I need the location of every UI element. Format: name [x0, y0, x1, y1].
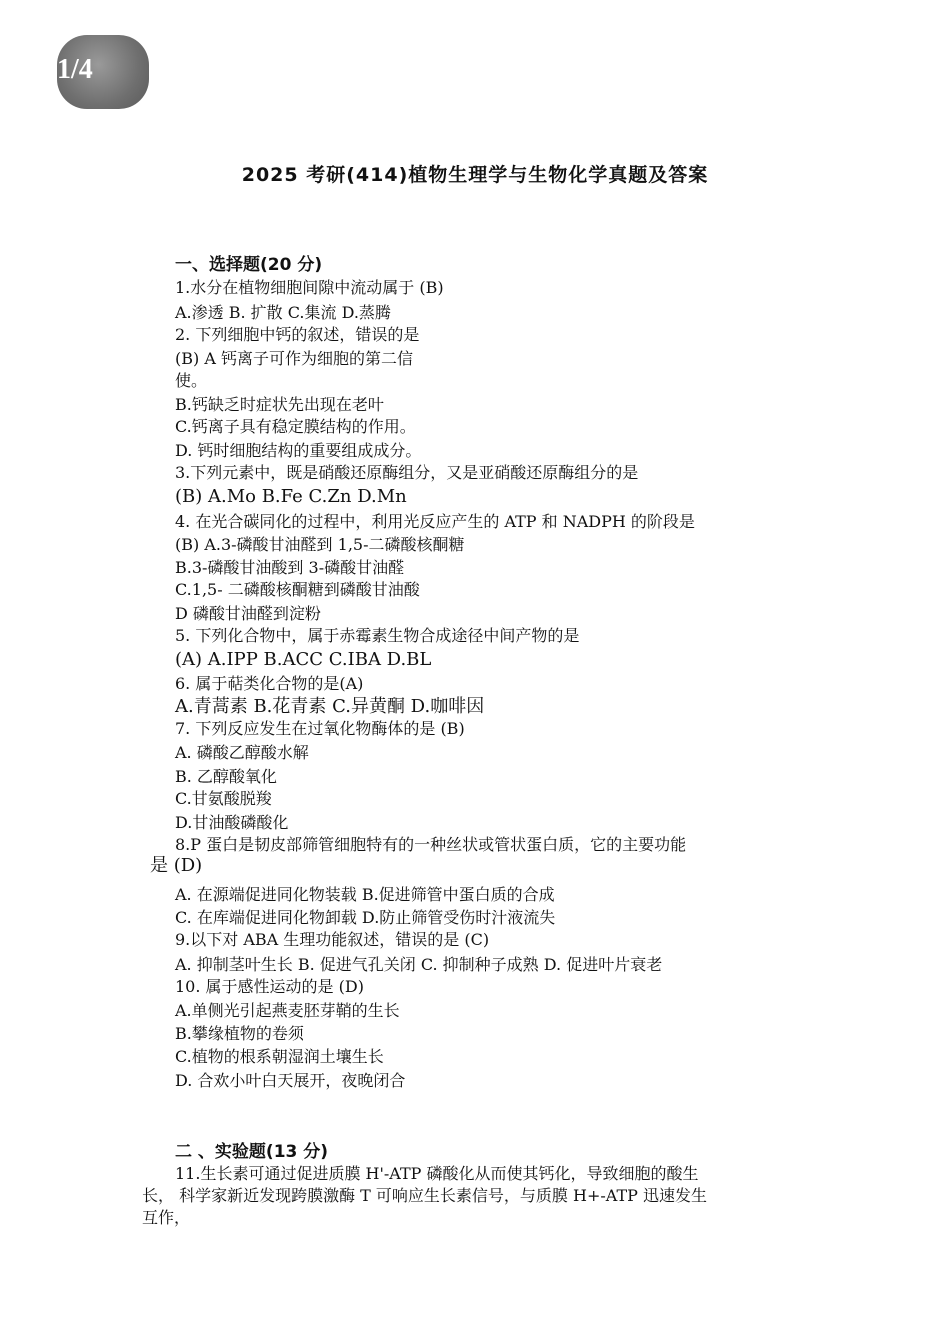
q7-option-c: C.甘氨酸脱羧 [175, 789, 272, 808]
q8-stem: 8.P 蛋白是韧皮部筛管细胞特有的一种丝状或管状蛋白质，它的主要功能 [175, 835, 687, 854]
q4-option-b: B.3-磷酸甘油酸到 3-磷酸甘油醛 [175, 558, 405, 577]
q10-stem: 10. 属于感性运动的是 (D) [175, 977, 364, 996]
q6-options: A.青蒿素 B.花青素 C.异黄酮 D.咖啡因 [175, 696, 485, 717]
q5-options: (A) A.IPP B.ACC C.IBA D.BL [175, 649, 432, 670]
q4-stem: 4. 在光合碳同化的过程中，利用光反应产生的 ATP 和 NADPH 的阶段是 [175, 512, 695, 531]
q3-options: (B) A.Mo B.Fe C.Zn D.Mn [175, 486, 407, 507]
section-heading-choice: 一、选择题(20 分) [175, 255, 323, 275]
q2-option-c: C.钙离子具有稳定膜结构的作用。 [175, 417, 416, 436]
q11-line-2: 长， 科学家新近发现跨膜激酶 T 可响应生长素信号，与质膜 H+-ATP 迅速发生 [142, 1186, 707, 1205]
q9-stem: 9.以下对 ABA 生理功能叙述，错误的是 (C) [175, 930, 490, 949]
q10-option-b: B.攀缘植物的卷须 [175, 1024, 304, 1043]
q10-option-a: A.单侧光引起燕麦胚芽鞘的生长 [175, 1001, 400, 1020]
q8-options-ab: A. 在源端促进同化物装载 B.促进筛管中蛋白质的合成 [175, 885, 555, 904]
q2-option-b: B.钙缺乏时症状先出现在老叶 [175, 395, 384, 414]
q9-options: A. 抑制茎叶生长 B. 促进气孔关闭 C. 抑制种子成熟 D. 促进叶片衰老 [175, 955, 663, 974]
q10-option-c: C.植物的根系朝湿润土壤生长 [175, 1047, 384, 1066]
q11-line-3: 互作， [142, 1208, 191, 1227]
q7-option-a: A. 磷酸乙醇酸水解 [175, 743, 309, 762]
q1-stem: 1.水分在植物细胞间隙中流动属于 (B) [175, 278, 444, 297]
q5-stem: 5. 下列化合物中，属于赤霉素生物合成途径中间产物的是 [175, 626, 580, 645]
q8-stem-cont: 是 (D) [150, 855, 203, 876]
q8-options-cd: C. 在库端促进同化物卸载 D.防止筛管受伤时汁液流失 [175, 908, 556, 927]
q2-stem: 2. 下列细胞中钙的叙述，错误的是 [175, 325, 420, 344]
q4-option-d: D 磷酸甘油醛到淀粉 [175, 604, 321, 623]
q4-option-c: C.1,5- 二磷酸核酮糖到磷酸甘油酸 [175, 580, 420, 599]
q6-stem: 6. 属于萜类化合物的是(A) [175, 674, 364, 693]
section-heading-experiment: 二 、实验题(13 分) [175, 1142, 329, 1162]
page-title: 2025 考研(414)植物生理学与生物化学真题及答案 [241, 164, 709, 186]
q11-line-1: 11.生长素可通过促进质膜 H'-ATP 磷酸化从而使其钙化，导致细胞的酸生 [175, 1164, 699, 1183]
q2-option-a: (B) A 钙离子可作为细胞的第二信 [175, 349, 413, 368]
q2-option-a-cont: 使。 [175, 371, 208, 390]
page-number: 1/4 [57, 54, 93, 85]
q7-option-d: D.甘油酸磷酸化 [175, 813, 289, 832]
q2-option-d: D. 钙时细胞结构的重要组成成分。 [175, 441, 422, 460]
q10-option-d: D. 合欢小叶白天展开，夜晚闭合 [175, 1071, 406, 1090]
q1-options: A.渗透 B. 扩散 C.集流 D.蒸腾 [175, 303, 391, 322]
q7-stem: 7. 下列反应发生在过氧化物酶体的是 (B) [175, 719, 465, 738]
q3-stem: 3.下列元素中，既是硝酸还原酶组分，又是亚硝酸还原酶组分的是 [175, 463, 639, 482]
q7-option-b: B. 乙醇酸氧化 [175, 767, 277, 786]
q4-option-a: (B) A.3-磷酸甘油醛到 1,5-二磷酸核酮糖 [175, 535, 465, 554]
